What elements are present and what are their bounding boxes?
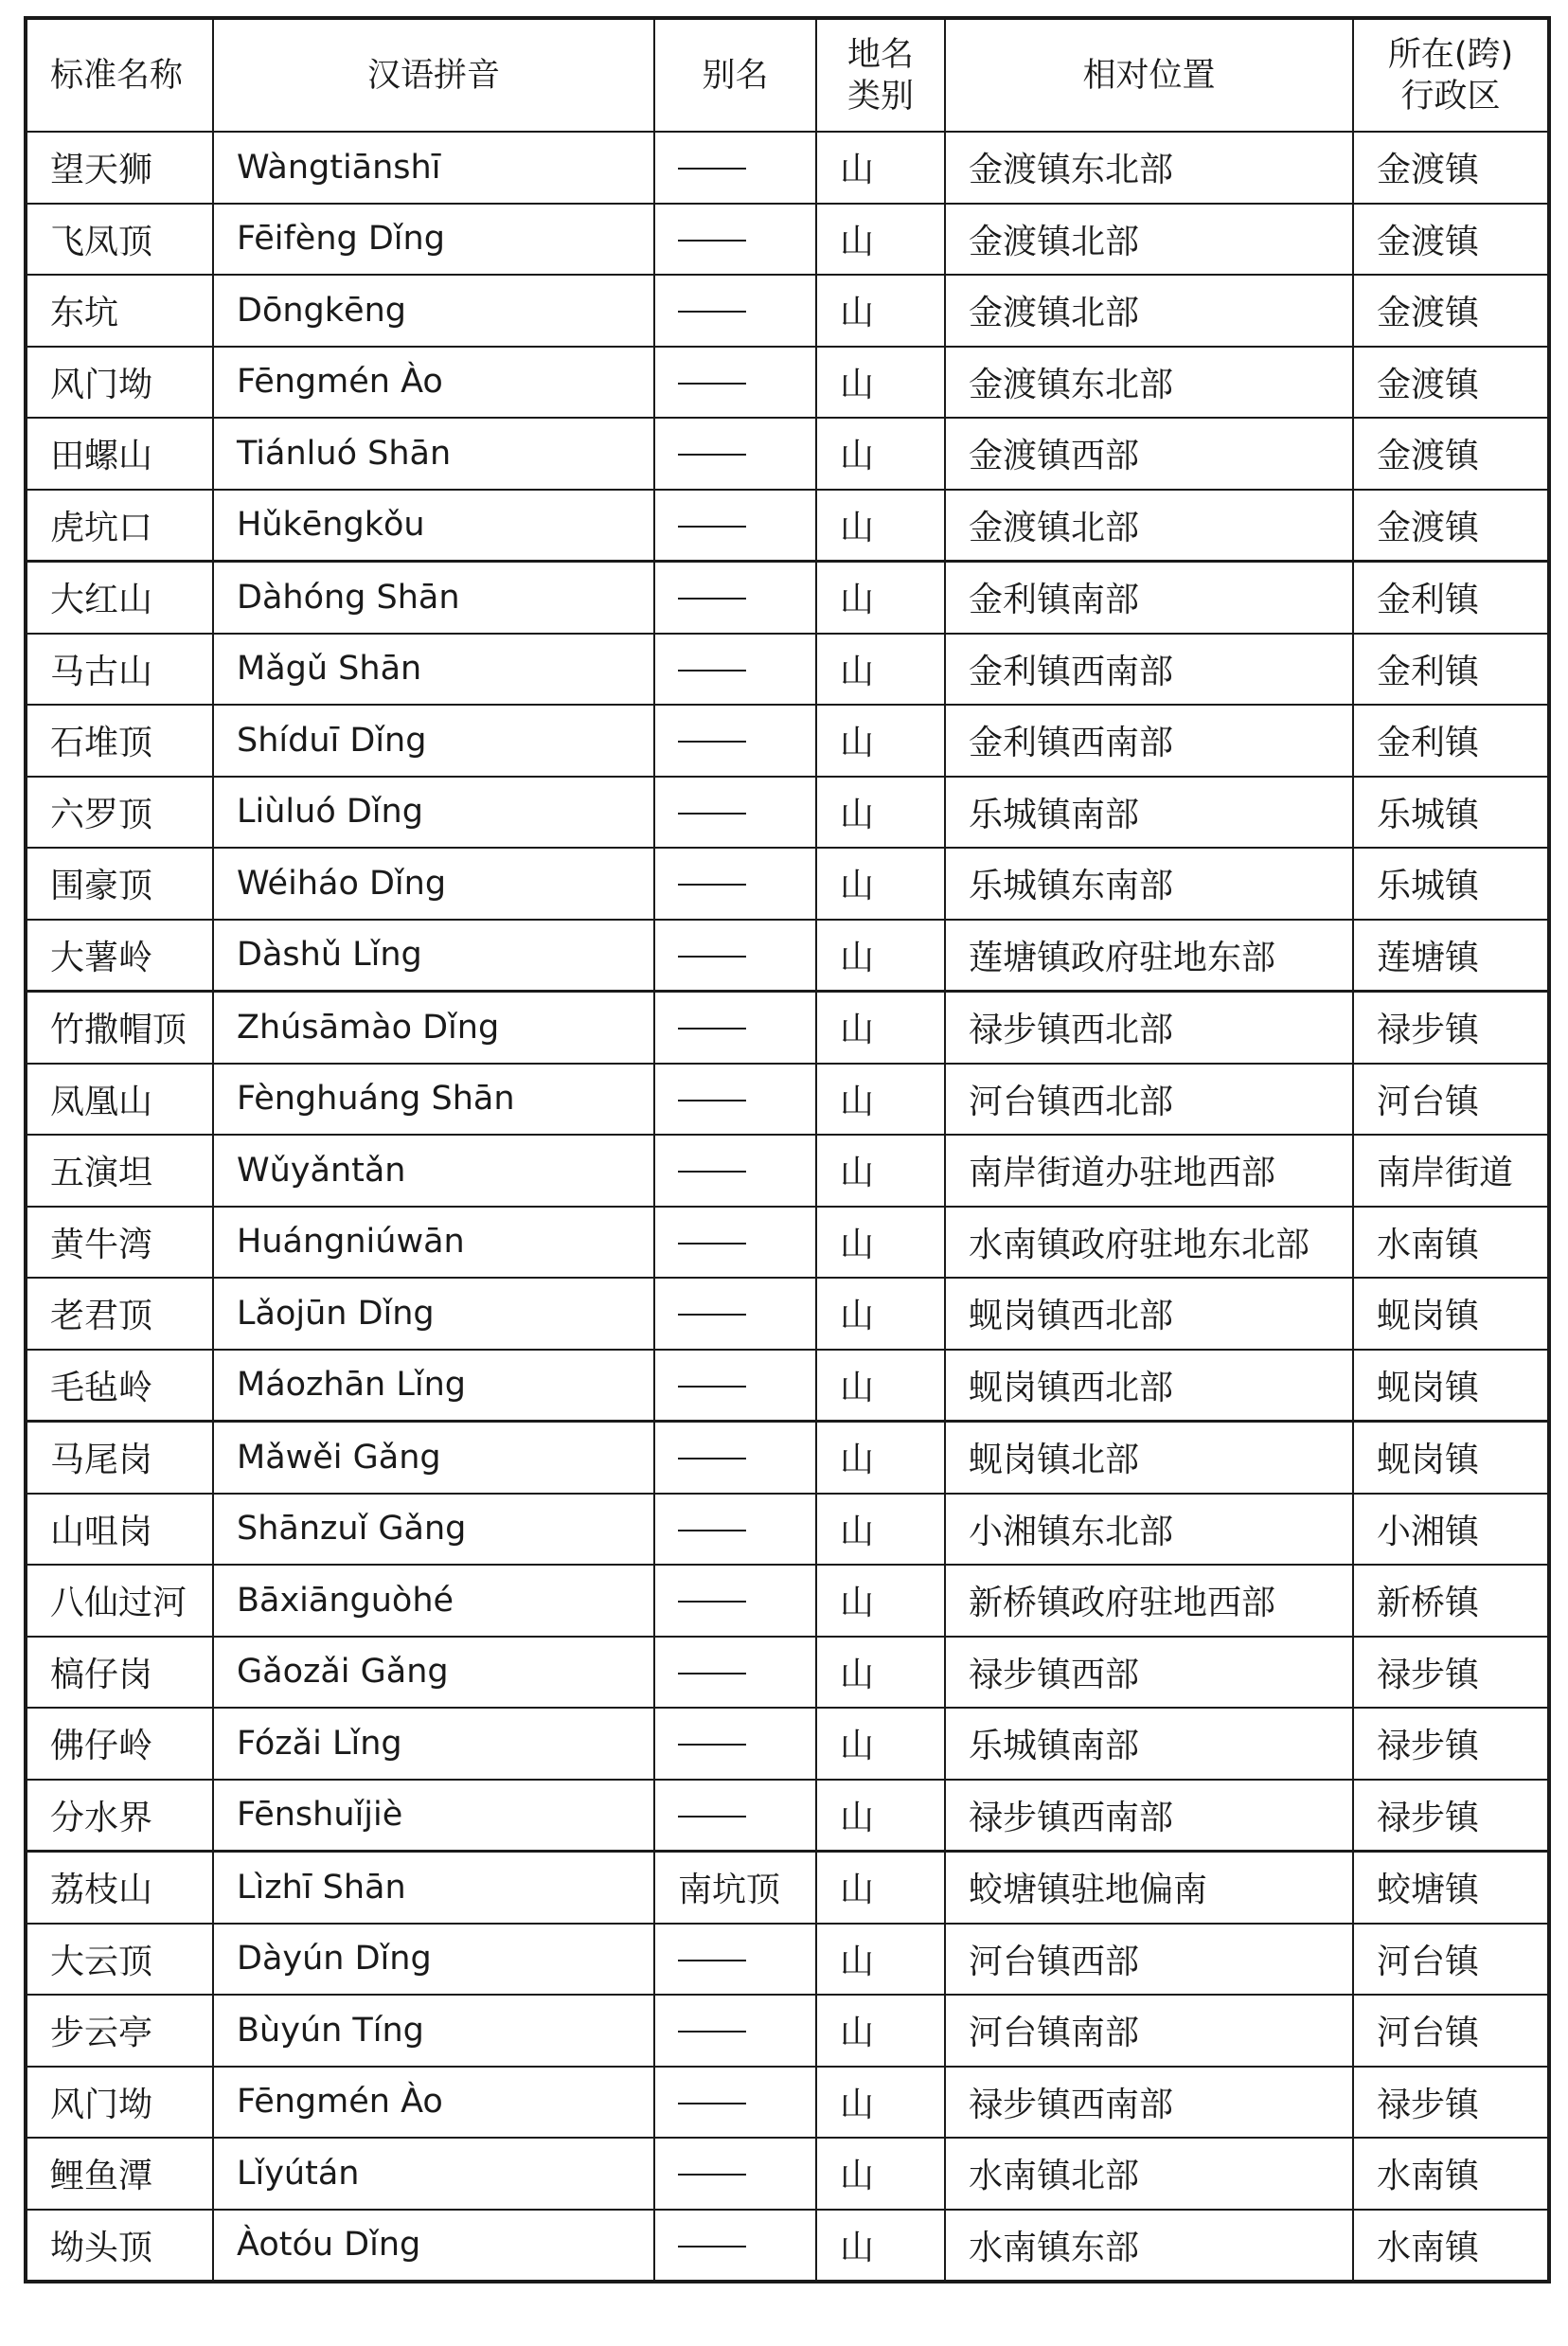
cell-standard-name: 毛毡岭 <box>26 1350 213 1422</box>
cell-standard-name: 坳头顶 <box>26 2210 213 2283</box>
cell-standard-name: 山咀岗 <box>26 1494 213 1566</box>
table-row <box>26 992 1549 1064</box>
empty-dash <box>678 311 746 313</box>
header-admin-line1: 所在(跨) <box>1387 35 1514 74</box>
cell-pinyin: Gǎozǎi Gǎng <box>213 1637 654 1709</box>
cell-alias <box>654 777 816 849</box>
cell-alias <box>654 1064 816 1136</box>
cell-standard-name: 老君顶 <box>26 1278 213 1350</box>
cell-standard-name: 风门坳 <box>26 2067 213 2139</box>
empty-dash <box>678 813 746 815</box>
table-row <box>26 1852 1549 1924</box>
cell-admin-region: 禄步镇 <box>1353 1637 1549 1709</box>
cell-alias <box>654 2210 816 2283</box>
cell-admin-region: 蚬岗镇 <box>1353 1278 1549 1350</box>
cell-type: 山 <box>816 562 945 634</box>
cell-pinyin: Lǎojūn Dǐng <box>213 1278 654 1350</box>
header-admin-region <box>1353 18 1549 132</box>
table-row <box>26 2067 1549 2139</box>
cell-admin-region: 乐城镇 <box>1353 848 1549 920</box>
cell-pinyin: Liùluó Dǐng <box>213 777 654 849</box>
table-row <box>26 418 1549 490</box>
cell-admin-region: 河台镇 <box>1353 1064 1549 1136</box>
cell-location: 禄步镇西北部 <box>945 992 1353 1064</box>
cell-admin-region: 新桥镇 <box>1353 1565 1549 1637</box>
cell-location: 禄步镇西南部 <box>945 1780 1353 1852</box>
cell-pinyin: Fēnshuǐjiè <box>213 1780 654 1852</box>
cell-type: 山 <box>816 1064 945 1136</box>
empty-dash <box>678 2246 746 2248</box>
cell-pinyin: Bùyún Tíng <box>213 1995 654 2067</box>
empty-dash <box>678 2103 746 2104</box>
empty-dash <box>678 240 746 242</box>
table-row <box>26 1708 1549 1780</box>
cell-standard-name: 佛仔岭 <box>26 1708 213 1780</box>
cell-type: 山 <box>816 132 945 204</box>
cell-alias <box>654 992 816 1064</box>
cell-type: 山 <box>816 1135 945 1207</box>
table-row <box>26 1064 1549 1136</box>
cell-pinyin: Lǐyútán <box>213 2138 654 2210</box>
empty-dash <box>678 1386 746 1388</box>
cell-pinyin: Wǔyǎntǎn <box>213 1135 654 1207</box>
cell-alias <box>654 848 816 920</box>
empty-dash <box>678 884 746 886</box>
cell-type: 山 <box>816 1494 945 1566</box>
cell-alias <box>654 1637 816 1709</box>
cell-standard-name: 黄牛湾 <box>26 1207 213 1279</box>
cell-standard-name: 飞凤顶 <box>26 204 213 276</box>
empty-dash <box>678 741 746 743</box>
cell-alias <box>654 132 816 204</box>
cell-pinyin: Dàshǔ Lǐng <box>213 920 654 992</box>
table-row <box>26 1565 1549 1637</box>
cell-admin-region: 南岸街道 <box>1353 1135 1549 1207</box>
empty-dash <box>678 1314 746 1316</box>
cell-alias <box>654 204 816 276</box>
table-row <box>26 2210 1549 2283</box>
cell-admin-region: 莲塘镇 <box>1353 920 1549 992</box>
empty-dash <box>678 1601 746 1603</box>
cell-type: 山 <box>816 1780 945 1852</box>
cell-type: 山 <box>816 490 945 562</box>
cell-alias <box>654 1278 816 1350</box>
cell-type: 山 <box>816 347 945 419</box>
cell-admin-region: 蚬岗镇 <box>1353 1350 1549 1422</box>
cell-pinyin: Mǎgǔ Shān <box>213 634 654 706</box>
header-type-line2: 类别 <box>846 77 914 116</box>
empty-dash <box>678 2174 746 2176</box>
cell-standard-name: 分水界 <box>26 1780 213 1852</box>
cell-location: 乐城镇东南部 <box>945 848 1353 920</box>
empty-dash <box>678 670 746 672</box>
cell-type: 山 <box>816 2138 945 2210</box>
cell-standard-name: 六罗顶 <box>26 777 213 849</box>
cell-pinyin: Zhúsāmào Dǐng <box>213 992 654 1064</box>
cell-standard-name: 东坑 <box>26 275 213 347</box>
cell-alias <box>654 2138 816 2210</box>
cell-standard-name: 围豪顶 <box>26 848 213 920</box>
cell-pinyin: Shānzuǐ Gǎng <box>213 1494 654 1566</box>
cell-type: 山 <box>816 1350 945 1422</box>
empty-dash <box>678 454 746 456</box>
cell-type: 山 <box>816 634 945 706</box>
cell-type: 山 <box>816 920 945 992</box>
table-row <box>26 848 1549 920</box>
empty-dash <box>678 168 746 170</box>
cell-type: 山 <box>816 705 945 777</box>
cell-pinyin: Shíduī Dǐng <box>213 705 654 777</box>
cell-location: 莲塘镇政府驻地东部 <box>945 920 1353 992</box>
cell-alias <box>654 1350 816 1422</box>
cell-standard-name: 石堆顶 <box>26 705 213 777</box>
empty-dash <box>678 1028 746 1030</box>
cell-location: 河台镇南部 <box>945 1995 1353 2067</box>
cell-alias <box>654 418 816 490</box>
empty-dash <box>678 956 746 958</box>
cell-admin-region: 禄步镇 <box>1353 1708 1549 1780</box>
cell-pinyin: Fózǎi Lǐng <box>213 1708 654 1780</box>
cell-type: 山 <box>816 1422 945 1494</box>
empty-dash <box>678 2031 746 2033</box>
cell-admin-region: 蚬岗镇 <box>1353 1422 1549 1494</box>
cell-type: 山 <box>816 2067 945 2139</box>
cell-admin-region: 乐城镇 <box>1353 777 1549 849</box>
cell-location: 乐城镇南部 <box>945 777 1353 849</box>
table-row <box>26 634 1549 706</box>
empty-dash <box>678 1458 746 1460</box>
cell-pinyin: Huángniúwān <box>213 1207 654 1279</box>
cell-location: 禄步镇西部 <box>945 1637 1353 1709</box>
cell-admin-region: 河台镇 <box>1353 1995 1549 2067</box>
cell-pinyin: Lìzhī Shān <box>213 1852 654 1924</box>
cell-location: 金利镇西南部 <box>945 634 1353 706</box>
cell-alias <box>654 490 816 562</box>
cell-location: 水南镇北部 <box>945 2138 1353 2210</box>
table-row <box>26 204 1549 276</box>
header-type <box>816 18 945 132</box>
table-row <box>26 1278 1549 1350</box>
cell-location: 金利镇西南部 <box>945 705 1353 777</box>
cell-standard-name: 田螺山 <box>26 418 213 490</box>
cell-pinyin: Bāxiānguòhé <box>213 1565 654 1637</box>
empty-dash <box>678 1673 746 1674</box>
cell-location: 南岸街道办驻地西部 <box>945 1135 1353 1207</box>
cell-pinyin: Àotóu Dǐng <box>213 2210 654 2283</box>
cell-admin-region: 金渡镇 <box>1353 347 1549 419</box>
cell-location: 金渡镇北部 <box>945 204 1353 276</box>
cell-standard-name: 五演坦 <box>26 1135 213 1207</box>
table-row <box>26 490 1549 562</box>
table-row <box>26 1350 1549 1422</box>
cell-location: 蛟塘镇驻地偏南 <box>945 1852 1353 1924</box>
table-row <box>26 705 1549 777</box>
cell-alias <box>654 1422 816 1494</box>
cell-alias <box>654 634 816 706</box>
table-row <box>26 562 1549 634</box>
cell-standard-name: 槁仔岗 <box>26 1637 213 1709</box>
cell-alias <box>654 1708 816 1780</box>
cell-type: 山 <box>816 992 945 1064</box>
cell-admin-region: 水南镇 <box>1353 2210 1549 2283</box>
cell-location: 蚬岗镇西北部 <box>945 1350 1353 1422</box>
cell-standard-name: 大薯岭 <box>26 920 213 992</box>
empty-dash <box>678 526 746 528</box>
cell-alias <box>654 347 816 419</box>
cell-type: 山 <box>816 1207 945 1279</box>
empty-dash <box>678 1744 746 1746</box>
cell-location: 河台镇西部 <box>945 1924 1353 1996</box>
cell-pinyin: Máozhān Lǐng <box>213 1350 654 1422</box>
cell-location: 水南镇政府驻地东北部 <box>945 1207 1353 1279</box>
cell-alias: 南坑顶 <box>654 1852 816 1924</box>
cell-location: 小湘镇东北部 <box>945 1494 1353 1566</box>
empty-dash <box>678 1243 746 1245</box>
cell-admin-region: 金利镇 <box>1353 705 1549 777</box>
header-location: 相对位置 <box>945 18 1353 132</box>
header-type-line1: 地名 <box>846 35 914 74</box>
cell-standard-name: 八仙过河 <box>26 1565 213 1637</box>
empty-dash <box>678 383 746 385</box>
cell-standard-name: 风门坳 <box>26 347 213 419</box>
cell-alias <box>654 1780 816 1852</box>
cell-admin-region: 金利镇 <box>1353 562 1549 634</box>
cell-standard-name: 马古山 <box>26 634 213 706</box>
cell-pinyin: Wéiháo Dǐng <box>213 848 654 920</box>
table-body <box>26 132 1549 2282</box>
cell-pinyin: Fēifèng Dǐng <box>213 204 654 276</box>
cell-location: 禄步镇西南部 <box>945 2067 1353 2139</box>
cell-standard-name: 鲤鱼潭 <box>26 2138 213 2210</box>
cell-location: 金渡镇东北部 <box>945 347 1353 419</box>
cell-admin-region: 禄步镇 <box>1353 1780 1549 1852</box>
table-row <box>26 132 1549 204</box>
header-alias: 别名 <box>654 18 816 132</box>
cell-type: 山 <box>816 777 945 849</box>
cell-standard-name: 虎坑口 <box>26 490 213 562</box>
table-row <box>26 920 1549 992</box>
header-pinyin: 汉语拼音 <box>213 18 654 132</box>
table-row <box>26 777 1549 849</box>
cell-admin-region: 蛟塘镇 <box>1353 1852 1549 1924</box>
cell-admin-region: 水南镇 <box>1353 2138 1549 2210</box>
empty-dash <box>678 598 746 600</box>
cell-standard-name: 望天狮 <box>26 132 213 204</box>
cell-alias <box>654 705 816 777</box>
empty-dash <box>678 1171 746 1173</box>
cell-pinyin: Fēngmén Ào <box>213 347 654 419</box>
cell-type: 山 <box>816 1924 945 1996</box>
cell-location: 金渡镇北部 <box>945 490 1353 562</box>
cell-admin-region: 禄步镇 <box>1353 992 1549 1064</box>
cell-pinyin: Dàyún Dǐng <box>213 1924 654 1996</box>
cell-location: 水南镇东部 <box>945 2210 1353 2283</box>
cell-type: 山 <box>816 1278 945 1350</box>
cell-location: 金渡镇西部 <box>945 418 1353 490</box>
table-row <box>26 1135 1549 1207</box>
header-admin-line2: 行政区 <box>1400 77 1501 116</box>
cell-standard-name: 荔枝山 <box>26 1852 213 1924</box>
cell-type: 山 <box>816 2210 945 2283</box>
cell-type: 山 <box>816 1708 945 1780</box>
cell-standard-name: 大云顶 <box>26 1924 213 1996</box>
cell-admin-region: 金渡镇 <box>1353 275 1549 347</box>
cell-standard-name: 步云亭 <box>26 1995 213 2067</box>
place-name-table <box>24 16 1551 2283</box>
cell-type: 山 <box>816 204 945 276</box>
table-row <box>26 275 1549 347</box>
cell-alias <box>654 1207 816 1279</box>
cell-alias <box>654 920 816 992</box>
table-row <box>26 1422 1549 1494</box>
cell-location: 金利镇南部 <box>945 562 1353 634</box>
table-row <box>26 1637 1549 1709</box>
table-row <box>26 1780 1549 1852</box>
empty-dash <box>678 1960 746 1961</box>
cell-standard-name: 竹撒帽顶 <box>26 992 213 1064</box>
empty-dash <box>678 1530 746 1531</box>
cell-pinyin: Fènghuáng Shān <box>213 1064 654 1136</box>
cell-type: 山 <box>816 275 945 347</box>
cell-alias <box>654 1995 816 2067</box>
cell-pinyin: Dàhóng Shān <box>213 562 654 634</box>
cell-type: 山 <box>816 1995 945 2067</box>
cell-alias <box>654 1565 816 1637</box>
table-row <box>26 1207 1549 1279</box>
empty-dash <box>678 1816 746 1818</box>
cell-admin-region: 禄步镇 <box>1353 2067 1549 2139</box>
cell-location: 蚬岗镇北部 <box>945 1422 1353 1494</box>
cell-alias <box>654 562 816 634</box>
cell-pinyin: Hǔkēngkǒu <box>213 490 654 562</box>
cell-pinyin: Tiánluó Shān <box>213 418 654 490</box>
cell-alias <box>654 275 816 347</box>
header-standard-name: 标准名称 <box>26 18 213 132</box>
table-row <box>26 1995 1549 2067</box>
empty-dash <box>678 1100 746 1101</box>
cell-alias <box>654 2067 816 2139</box>
cell-type: 山 <box>816 848 945 920</box>
cell-pinyin: Mǎwěi Gǎng <box>213 1422 654 1494</box>
cell-standard-name: 大红山 <box>26 562 213 634</box>
cell-admin-region: 金利镇 <box>1353 634 1549 706</box>
cell-location: 河台镇西北部 <box>945 1064 1353 1136</box>
cell-admin-region: 金渡镇 <box>1353 418 1549 490</box>
cell-type: 山 <box>816 1565 945 1637</box>
cell-location: 蚬岗镇西北部 <box>945 1278 1353 1350</box>
cell-standard-name: 马尾岗 <box>26 1422 213 1494</box>
cell-admin-region: 金渡镇 <box>1353 132 1549 204</box>
table-row <box>26 1494 1549 1566</box>
cell-alias <box>654 1135 816 1207</box>
table-row <box>26 2138 1549 2210</box>
cell-type: 山 <box>816 418 945 490</box>
cell-admin-region: 金渡镇 <box>1353 490 1549 562</box>
cell-admin-region: 小湘镇 <box>1353 1494 1549 1566</box>
table-row <box>26 347 1549 419</box>
cell-standard-name: 凤凰山 <box>26 1064 213 1136</box>
cell-type: 山 <box>816 1637 945 1709</box>
cell-location: 金渡镇东北部 <box>945 132 1353 204</box>
table-row <box>26 1924 1549 1996</box>
cell-alias <box>654 1924 816 1996</box>
cell-admin-region: 河台镇 <box>1353 1924 1549 1996</box>
cell-admin-region: 水南镇 <box>1353 1207 1549 1279</box>
cell-location: 新桥镇政府驻地西部 <box>945 1565 1353 1637</box>
cell-pinyin: Dōngkēng <box>213 275 654 347</box>
cell-pinyin: Wàngtiānshī <box>213 132 654 204</box>
header-row <box>26 18 1549 132</box>
cell-alias <box>654 1494 816 1566</box>
cell-admin-region: 金渡镇 <box>1353 204 1549 276</box>
cell-pinyin: Fēngmén Ào <box>213 2067 654 2139</box>
cell-location: 金渡镇北部 <box>945 275 1353 347</box>
cell-location: 乐城镇南部 <box>945 1708 1353 1780</box>
cell-type: 山 <box>816 1852 945 1924</box>
